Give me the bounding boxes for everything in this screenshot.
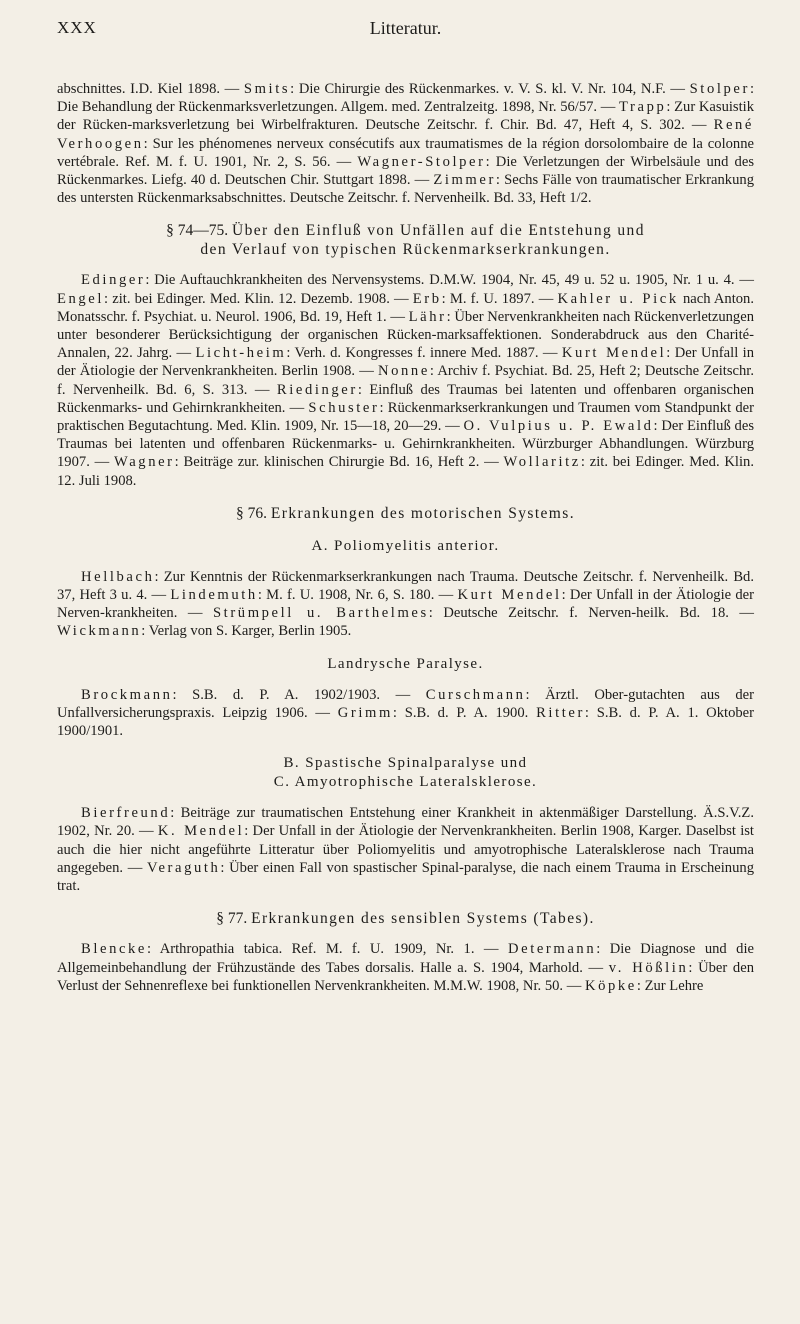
section-heading: [57, 909, 754, 928]
author-name: Strümpell u. Barthelmes: [212, 605, 429, 622]
citation-text: : Der Unfall in der Ätiologie der Nervenkrankheiten. Berlin 1908, Karger. Daselbst ist auch die hier nicht angeführte Litteratur über Poliomyelitis und amyotrophische Lateralsklerose nach Trauma angegeben. —: [57, 823, 754, 876]
author-name: Edinger: [81, 272, 146, 289]
author-name: O. Vulpius u. P. Ewald: [463, 418, 654, 435]
bibliography-paragraph: [57, 568, 754, 641]
citation-text: : Verlag von S. Karger, Berlin 1905.: [141, 623, 352, 640]
bibliography-paragraph: [57, 804, 754, 895]
author-name: René Verhoogen: [57, 117, 754, 152]
citation-text: : Ärztl. Ober-gutachten aus der Unfallversicherungspraxis. Leipzig 1906. —: [57, 686, 755, 721]
bibliography-paragraph: [57, 686, 754, 741]
section-heading: [57, 504, 754, 523]
citation-text: : Über Nervenkrankheiten nach Rückenverletzungen unter besonderer Berücksichtigung der organischen Rücken-marksaffektionen. Sonderabdruck aus den Charité-Annalen, 22. Jahrg. —: [57, 308, 754, 362]
author-name: Lähr: [408, 308, 447, 325]
citation-text: : Über den Verlust der Sehnenreflexe bei funktionellen Nervenkrankheiten. M.M.W. 1908, Nr. 50. —: [57, 959, 754, 994]
citation-text: : Deutsche Zeitschr. f. Nerven-heilk. Bd. 18. —: [428, 605, 755, 622]
citation-text: : Arthropathia tabica. Ref. M. f. U. 1909, Nr. 1. —: [147, 941, 508, 958]
author-name: Kurt Mendel: [457, 587, 562, 604]
citation-text: : M. f. U. 1897. —: [441, 290, 558, 307]
citation-text: : Die Auftauchkrankheiten des Nervensystems. D.M.W. 1904, Nr. 45, 49 u. 52 u. 1905, Nr. 1 u. 4. —: [145, 272, 754, 289]
citation-text: : Sechs Fälle von traumatischer Erkrankung des untersten Rückenmarksabschnittes. Deutsche Zeitschr. f. Nervenheilk. Bd. 33, Heft 1/2.: [57, 172, 754, 207]
subsection-title-line: A. Poliomyelitis anterior.: [311, 537, 500, 554]
citation-text: : zit. bei Edinger. Med. Klin. 12. Dezemb. 1908. —: [104, 290, 413, 307]
citation-text: : Zur Kenntnis der Rückenmarkserkrankungen nach Trauma. Deutsche Zeitschr. f. Nervenheilk. Bd. 37, Heft 3 u. 4. —: [57, 568, 754, 604]
author-name: Veraguth: [146, 859, 221, 876]
section-number: § 74—75.: [166, 222, 232, 240]
author-name: Hellbach: [81, 568, 155, 585]
citation-text: : Sur les phénomenes nerveux consécutifs aux traumatismes de la région dorsolombaire de la colonne vertébrale. Ref. M. f. U. 1901, Nr. 2, S. 56. —: [57, 135, 754, 170]
subsection-title-line: C. Amyotrophische Lateralsklerose.: [273, 774, 538, 791]
section-title-line: Über den Einfluß von Unfällen auf die Entstehung und: [232, 222, 645, 240]
subsection-heading: [57, 655, 754, 674]
author-name: Grimm: [337, 704, 393, 721]
citation-text: : Archiv f. Psychiat. Bd. 25, Heft 2; Deutsche Zeitschr. f. Nervenheilk. Bd. 6, S. 313. —: [57, 363, 754, 398]
citation-text: : Die Diagnose und die Allgemeinbehandlung der Frühzustände des Tabes dorsalis. Halle a. S. 1904, Marhold. —: [57, 941, 755, 976]
author-name: Wickmann: [57, 623, 142, 640]
author-name: Ritter: [536, 704, 585, 721]
bibliography-paragraph: [57, 80, 754, 207]
author-name: Stolper: [689, 81, 750, 97]
author-name: Wagner: [114, 454, 175, 471]
section-title-line: Erkrankungen des sensiblen Systems (Tabes).: [251, 910, 595, 928]
citation-text: : Zur Kasuistik der Rücken-marksverletzung bei Wirbelfrakturen. Deutsche Zeitschr. f. Chir. Bd. 47, Heft 4, S. 302. —: [57, 99, 755, 134]
author-name: Wagner-Stolper: [357, 153, 486, 170]
section-title-line: Erkrankungen des motorischen Systems.: [270, 504, 575, 522]
subsection-heading: [57, 537, 754, 556]
author-name: v. Hößlin: [608, 959, 689, 976]
citation-text: : Beiträge zur traumatischen Entstehung einer Krankheit in aktenmäßiger Darstellung. Ä.S.V.Z. 1902, Nr. 20. —: [57, 805, 754, 840]
citation-text: : Die Verletzungen der Wirbelsäule und des Rückenmarkes. Liefg. 40 d. Deutschen Chir. Stuttgart 1898. —: [57, 153, 755, 189]
author-name: Licht-heim: [195, 345, 287, 362]
citation-text: : S.B. d. P. A. 1. Oktober 1900/1901.: [57, 704, 754, 740]
author-name: Erb: [412, 290, 442, 307]
citation-text: : Beiträge zur. klinischen Chirurgie Bd. 16, Heft 2. —: [174, 454, 504, 471]
section-heading: [57, 221, 754, 259]
citation-text: : Rückenmarkserkrankungen und Traumen vom Standpunkt der praktischen Begutachtung. Med. Klin. 1909, Nr. 15—18, 20—29. —: [57, 399, 754, 435]
citation-text: : Verh. d. Kongresses f. innere Med. 1887. —: [286, 345, 562, 362]
citation-text: : Die Behandlung der Rückenmarksverletzungen. Allgem. med. Zentralzeitg. 1898, Nr. 56/57. —: [57, 81, 754, 116]
section-number: § 77.: [216, 910, 252, 928]
author-name: Wollaritz: [503, 454, 581, 471]
subsection-title-line: Landrysche Paralyse.: [327, 655, 484, 672]
author-name: Nonne: [377, 363, 430, 380]
author-name: Trapp: [619, 99, 667, 116]
citation-text: : Zur Lehre: [636, 977, 704, 994]
citation-text: : Einfluß des Traumas bei latenten und offenbaren organischen Rückenmarks- und Gehirnkrankheiten. —: [57, 381, 754, 416]
author-name: Köpke: [584, 977, 637, 994]
author-name: Engel: [57, 290, 105, 307]
author-name: Riedinger: [276, 381, 358, 398]
author-name: Bierfreund: [81, 805, 171, 822]
author-name: Schuster: [308, 399, 380, 416]
author-name: Brockmann: [81, 686, 173, 703]
section-number: § 76.: [236, 504, 271, 522]
author-name: Kahler u. Pick: [557, 290, 679, 307]
subsection-title-line: B. Spastische Spinalparalyse und: [283, 755, 528, 772]
author-name: Curschmann: [425, 686, 526, 703]
page-number: XXX: [57, 18, 97, 37]
citation-text: : Der Unfall in der Ätiologie der Nerven-krankheiten. —: [57, 587, 754, 622]
citation-text: : M. f. U. 1908, Nr. 6, S. 180. —: [257, 587, 458, 604]
page-header: [57, 0, 754, 80]
author-name: K. Mendel: [157, 823, 245, 840]
citation-text: : S.B. d. P. A. 1900.: [392, 704, 537, 721]
author-name: Smits: [243, 81, 291, 97]
bibliography-paragraph: [57, 940, 754, 995]
author-name: Zimmer: [433, 172, 496, 189]
subsection-heading: [57, 754, 754, 792]
citation-text: abschnittes. I.D. Kiel 1898. —: [57, 81, 244, 97]
bibliography-text: [57, 80, 754, 995]
author-name: Lindemuth: [170, 587, 258, 604]
citation-text: : Der Unfall in der Ätiologie der Nervenkrankheiten. Berlin 1908. —: [57, 345, 754, 380]
citation-text: : Der Einfluß des Traumas bei latenten und offenbaren Rückenmarks- u. Gehirnkrankheiten. Würzburger Abhandlungen. Würzburg 1907. —: [57, 418, 754, 471]
running-title: Litteratur.: [369, 18, 442, 38]
bibliography-paragraph: [57, 271, 754, 489]
author-name: Determann: [507, 941, 597, 958]
citation-text: nach Anton. Monatsschr. f. Psychiat. u. Neurol. 1906, Bd. 19, Heft 1. —: [57, 290, 754, 325]
citation-text: : S.B. d. P. A. 1902/1903. —: [172, 686, 426, 703]
author-name: Kurt Mendel: [561, 345, 667, 362]
citation-text: : zit. bei Edinger. Med. Klin. 12. Juli 1908.: [57, 454, 754, 489]
section-title-line: den Verlauf von typischen Rückenmarkserkrankungen.: [200, 241, 611, 259]
citation-text: : Über einen Fall von spastischer Spinal-paralyse, die nach einem Trauma in Erscheinung trat.: [57, 859, 754, 895]
author-name: Blencke: [81, 941, 148, 958]
citation-text: : Die Chirurgie des Rückenmarkes. v. V. S. kl. V. Nr. 104, N.F. —: [290, 81, 690, 97]
